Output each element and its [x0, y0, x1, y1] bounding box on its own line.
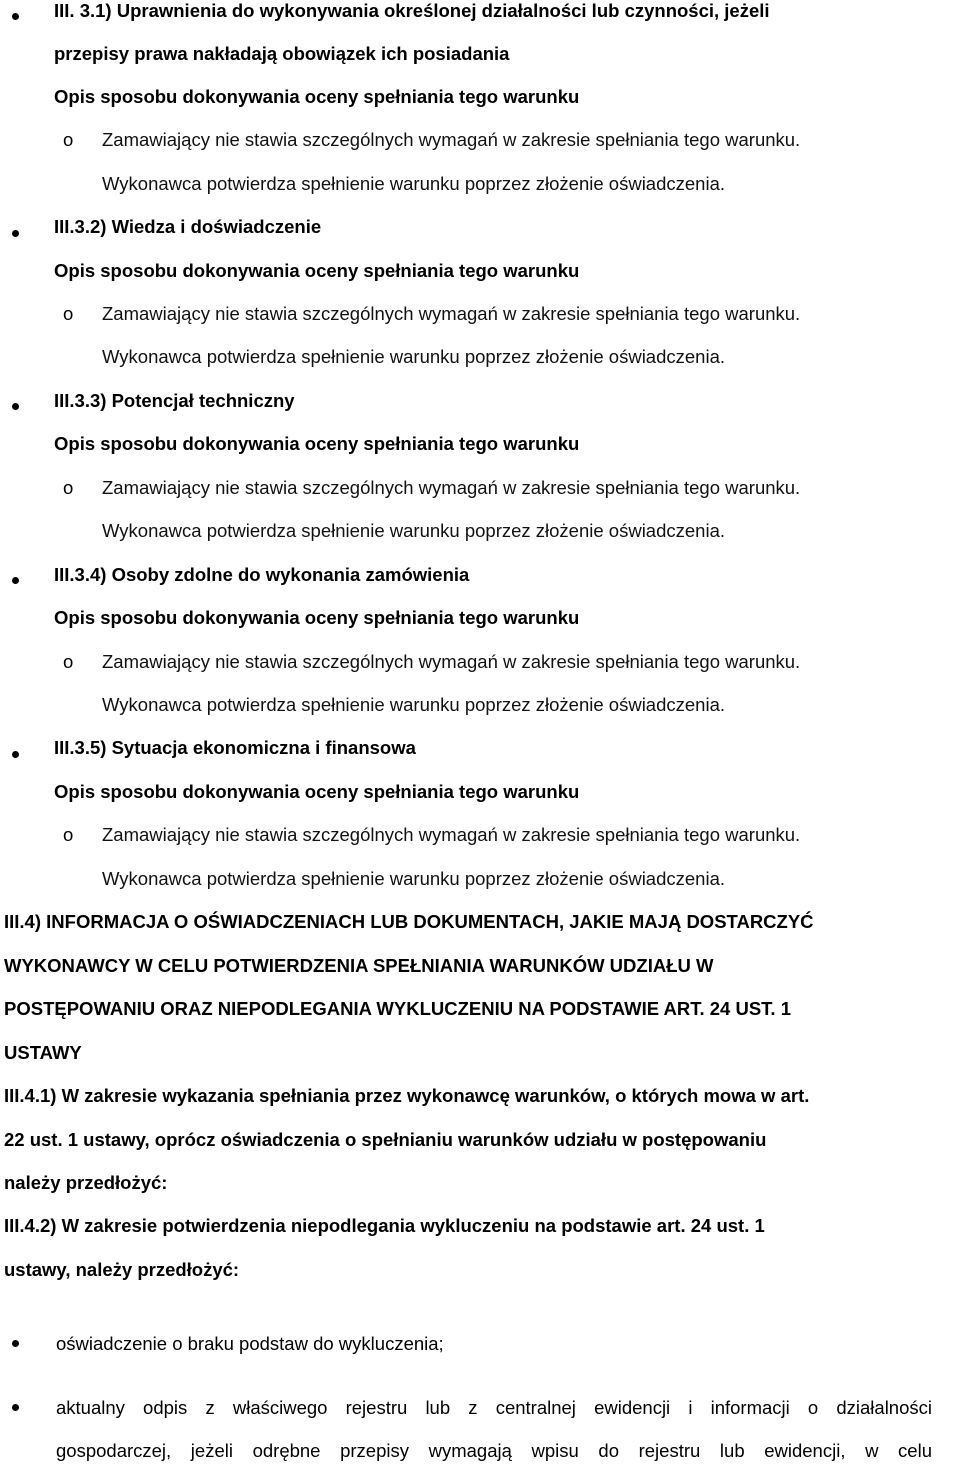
section-heading: III.3.4) Osoby zdolne do wykonania zamówienia	[54, 564, 470, 585]
requirement-text: Zamawiający nie stawia szczególnych wymagań w zakresie spełniania tego warunku.	[102, 824, 801, 845]
subsection-heading-continued: 22 ust. 1 ustawy, oprócz oświadczenia o spełnianiu warunków udziału w postępowaniu	[4, 1129, 767, 1150]
sub-bullet-icon: o	[63, 129, 74, 150]
subsection-heading: III.4.2) W zakresie potwierdzenia niepodlegania wykluczeniu na podstawie art. 24 ust. 1	[4, 1215, 765, 1236]
section-heading: III. 3.1) Uprawnienia do wykonywania określonej działalności lub czynności, jeżeli	[54, 0, 770, 21]
requirement-text-continued: Wykonawca potwierdza spełnienie warunku poprzez złożenie oświadczenia.	[102, 173, 726, 194]
section-heading: III.3.3) Potencjał techniczny	[54, 390, 295, 411]
bullet-icon	[12, 751, 19, 758]
list-item: oświadczenie o braku podstaw do wykluczenia;	[56, 1333, 444, 1354]
bullet-icon	[12, 230, 19, 237]
requirement-text-continued: Wykonawca potwierdza spełnienie warunku poprzez złożenie oświadczenia.	[102, 346, 726, 367]
bullet-icon	[12, 1404, 19, 1411]
sub-bullet-icon: o	[63, 303, 74, 324]
sub-bullet-icon: o	[63, 824, 74, 845]
subsection-heading: III.4.1) W zakresie wykazania spełniania przez wykonawcę warunków, o których mowa w art.	[4, 1085, 810, 1106]
sub-bullet-icon: o	[63, 651, 74, 672]
requirement-text-continued: Wykonawca potwierdza spełnienie warunku poprzez złożenie oświadczenia.	[102, 520, 726, 541]
assessment-heading: Opis sposobu dokonywania oceny spełniania tego warunku	[54, 86, 580, 107]
requirement-text: Zamawiający nie stawia szczególnych wymagań w zakresie spełniania tego warunku.	[102, 651, 801, 672]
requirement-text-continued: Wykonawca potwierdza spełnienie warunku poprzez złożenie oświadczenia.	[102, 694, 726, 715]
section-heading: III.3.5) Sytuacja ekonomiczna i finansowa	[54, 737, 416, 758]
bullet-icon	[12, 13, 19, 20]
assessment-heading: Opis sposobu dokonywania oceny spełniania tego warunku	[54, 607, 580, 628]
subsection-heading-continued: ustawy, należy przedłożyć:	[4, 1259, 240, 1280]
assessment-heading: Opis sposobu dokonywania oceny spełniania tego warunku	[54, 260, 580, 281]
bullet-icon	[12, 1340, 19, 1347]
bullet-icon	[12, 577, 19, 584]
section-heading: III.4) INFORMACJA O OŚWIADCZENIACH LUB DOKUMENTACH, JAKIE MAJĄ DOSTARCZYĆ	[4, 911, 814, 932]
subsection-heading-continued: należy przedłożyć:	[4, 1172, 168, 1193]
bullet-icon	[12, 403, 19, 410]
section-heading-continued: POSTĘPOWANIU ORAZ NIEPODLEGANIA WYKLUCZENIU NA PODSTAWIE ART. 24 UST. 1	[4, 998, 791, 1019]
section-heading-continued: USTAWY	[4, 1042, 82, 1063]
assessment-heading: Opis sposobu dokonywania oceny spełniania tego warunku	[54, 781, 580, 802]
requirement-text: Zamawiający nie stawia szczególnych wymagań w zakresie spełniania tego warunku.	[102, 129, 801, 150]
assessment-heading: Opis sposobu dokonywania oceny spełniania tego warunku	[54, 433, 580, 454]
section-heading: III.3.2) Wiedza i doświadczenie	[54, 216, 322, 237]
requirement-text: Zamawiający nie stawia szczególnych wymagań w zakresie spełniania tego warunku.	[102, 303, 801, 324]
section-heading-continued: przepisy prawa nakładają obowiązek ich posiadania	[54, 43, 510, 64]
requirement-text: Zamawiający nie stawia szczególnych wymagań w zakresie spełniania tego warunku.	[102, 477, 801, 498]
list-item-continued: gospodarczej, jeżeli odrębne przepisy wymagają wpisu do rejestru lub ewidencji, w celu	[56, 1440, 932, 1461]
requirement-text-continued: Wykonawca potwierdza spełnienie warunku poprzez złożenie oświadczenia.	[102, 868, 726, 889]
section-heading-continued: WYKONAWCY W CELU POTWIERDZENIA SPEŁNIANIA WARUNKÓW UDZIAŁU W	[4, 955, 714, 976]
sub-bullet-icon: o	[63, 477, 74, 498]
list-item: aktualny odpis z właściwego rejestru lub z centralnej ewidencji i informacji o działalności	[56, 1397, 932, 1418]
